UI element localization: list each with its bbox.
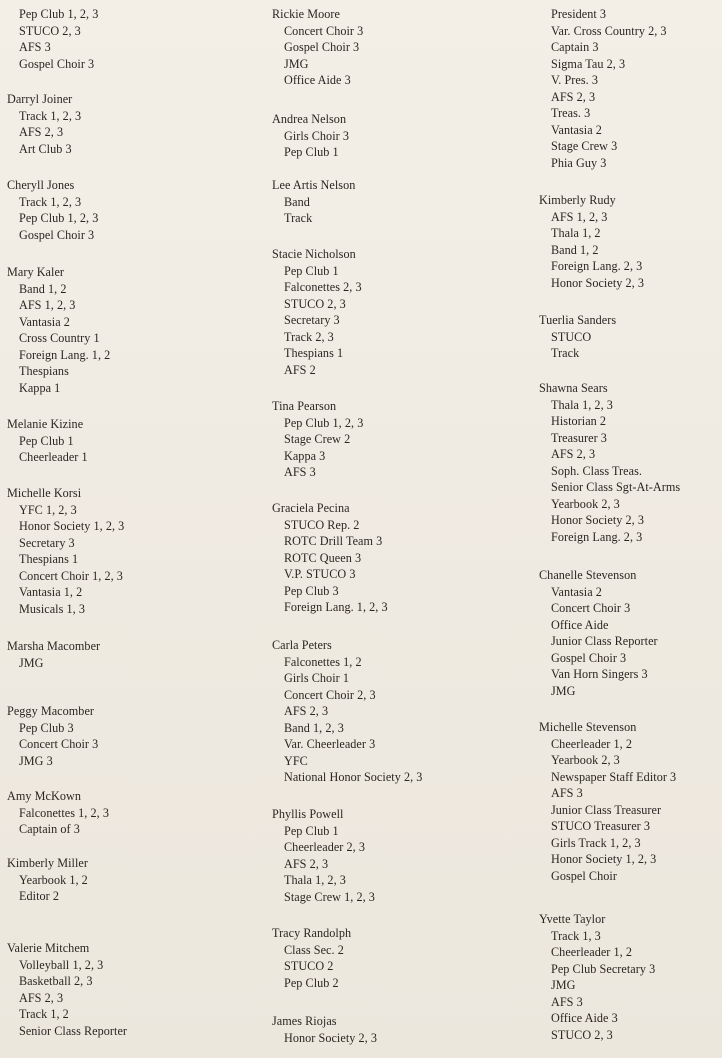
activity-item: AFS 2, 3: [19, 990, 64, 1005]
student-name: Amy McKown: [7, 789, 81, 803]
activity-item: Thala 1, 2: [551, 226, 601, 240]
student-name: Stacie Nicholson: [272, 247, 356, 261]
activity-item: Concert Choir 2, 3: [284, 687, 376, 702]
activity-item: Senior Class Sgt-At-Arms: [551, 480, 681, 494]
student-name: Rickie Moore: [272, 7, 340, 21]
activity-item: Track 1, 2, 3: [19, 194, 82, 209]
activity-item: Band 1, 2: [551, 242, 599, 257]
student-name: Mary Kaler: [7, 265, 65, 279]
activity-item: Pep Club 1, 2, 3: [284, 415, 364, 430]
student-name: Carla Peters: [272, 638, 332, 652]
activity-item: Thespians: [19, 364, 69, 378]
activity-item: Pep Club 2: [284, 975, 339, 990]
activity-item: AFS 1, 2, 3: [551, 209, 608, 224]
activity-item: STUCO Treasurer 3: [551, 819, 651, 833]
activity-item: ROTC Queen 3: [284, 550, 362, 565]
activity-item: Var. Cross Country 2, 3: [551, 23, 667, 38]
student-name: Kimberly Rudy: [539, 193, 616, 207]
activity-item: Secretary 3: [19, 535, 75, 550]
activity-item: JMG: [551, 978, 576, 992]
student-entry: [7, 264, 247, 396]
activity-item: Concert Choir 1, 2, 3: [19, 568, 123, 583]
student-name: Phyllis Powell: [272, 807, 344, 821]
student-entry: [272, 637, 512, 786]
student-name: Chanelle Stevenson: [539, 568, 637, 582]
activity-item: Pep Club Secretary 3: [551, 961, 656, 976]
activity-item: Junior Class Reporter: [551, 634, 658, 648]
activity-item: Track: [284, 211, 313, 225]
activity-item: Stage Crew 3: [551, 139, 618, 153]
student-entry: [7, 788, 247, 838]
activity-item: Girls Track 1, 2, 3: [551, 835, 641, 850]
activity-item: Vantasia 2: [19, 314, 70, 329]
activity-item: Kappa 1: [19, 380, 61, 395]
student-name: Tuerlia Sanders: [539, 313, 617, 327]
activity-item: Basketball 2, 3: [19, 974, 93, 988]
activity-item: ROTC Drill Team 3: [284, 534, 383, 548]
student-entry: [539, 6, 722, 171]
activity-item: STUCO Rep. 2: [284, 517, 360, 532]
activity-item: Yearbook 1, 2: [19, 872, 88, 887]
activity-item: Foreign Lang. 2, 3: [551, 259, 643, 273]
student-name: Michelle Korsi: [7, 486, 82, 500]
student-entry: [7, 177, 247, 243]
activity-item: President 3: [551, 7, 607, 21]
activity-item: V.P. STUCO 3: [284, 567, 356, 581]
activity-item: Class Sec. 2: [284, 942, 344, 957]
student-entry: [539, 312, 722, 362]
student-entry: [272, 806, 512, 905]
activity-item: Cheerleader 1, 2: [551, 945, 632, 959]
student-name: Graciela Pecina: [272, 501, 350, 515]
activity-item: Vantasia 2: [551, 584, 602, 599]
student-entry: [7, 416, 247, 466]
activity-item: Honor Society 2, 3: [284, 1030, 377, 1045]
activity-item: Historian 2: [551, 414, 607, 428]
student-entry: [272, 111, 512, 161]
activity-item: Senior Class Reporter: [19, 1023, 128, 1038]
activity-item: Honor Society 2, 3: [551, 275, 644, 290]
activity-item: AFS 3: [19, 40, 51, 54]
activity-item: Captain of 3: [19, 822, 80, 836]
student-entry: [272, 6, 512, 89]
student-name: Lee Artis Nelson: [272, 178, 356, 192]
student-name: James Riojas: [272, 1014, 337, 1028]
activity-item: STUCO 2, 3: [284, 296, 346, 311]
activity-item: Track 1, 2, 3: [19, 108, 82, 123]
student-entry: [272, 177, 512, 227]
activity-item: Thespians 1: [284, 346, 344, 360]
activity-item: YFC: [284, 753, 308, 768]
activity-item: Honor Society 2, 3: [551, 513, 644, 527]
student-name: Cheryll Jones: [7, 178, 75, 192]
activity-item: AFS 2, 3: [284, 704, 329, 718]
student-entry: [539, 911, 722, 1043]
activity-item: V. Pres. 3: [551, 73, 598, 87]
activity-item: Editor 2: [19, 889, 60, 903]
student-name: Yvette Taylor: [539, 912, 606, 926]
activity-item: Gospel Choir 3: [284, 40, 360, 54]
activity-item: Gospel Choir 3: [19, 56, 95, 71]
activity-item: Stage Crew 2: [284, 432, 351, 446]
activity-item: Cheerleader 1, 2: [551, 736, 632, 751]
activity-item: Honor Society 1, 2, 3: [551, 852, 657, 866]
activity-item: Cross Country 1: [19, 331, 100, 345]
activity-item: Gospel Choir: [551, 868, 617, 883]
activity-item: Kappa 3: [284, 448, 326, 463]
activity-item: Concert Choir 3: [284, 23, 364, 38]
activity-item: Yearbook 2, 3: [551, 753, 620, 767]
activity-item: Yearbook 2, 3: [551, 496, 620, 511]
activity-item: STUCO 2, 3: [19, 23, 81, 38]
activity-item: Band 1, 2, 3: [284, 720, 344, 735]
activity-item: AFS 2, 3: [284, 856, 329, 871]
activity-item: Pep Club 3: [19, 720, 74, 735]
activity-item: Gospel Choir 3: [551, 650, 627, 665]
activity-item: Thala 1, 2, 3: [284, 873, 346, 887]
activity-item: JMG: [19, 655, 44, 670]
student-name: Melanie Kizine: [7, 417, 84, 431]
activity-item: Falconettes 1, 2, 3: [19, 805, 109, 820]
activity-item: Pep Club 1: [284, 263, 339, 278]
activity-item: Pep Club 1: [284, 823, 339, 838]
activity-item: Band: [284, 194, 310, 209]
activity-item: JMG 3: [19, 753, 53, 768]
activity-item: Thala 1, 2, 3: [551, 397, 613, 412]
activity-item: Art Club 3: [19, 141, 72, 156]
activity-item: Foreign Lang. 1, 2, 3: [284, 600, 388, 614]
activity-item: Office Aide: [551, 617, 609, 632]
activity-item: AFS 2, 3: [551, 447, 596, 461]
activity-item: Concert Choir 3: [551, 601, 631, 615]
student-entry: [539, 192, 722, 291]
activity-item: Sigma Tau 2, 3: [551, 56, 626, 71]
activity-item: Newspaper Staff Editor 3: [551, 769, 677, 784]
activity-item: National Honor Society 2, 3: [284, 770, 423, 784]
activity-item: AFS 2, 3: [551, 89, 596, 104]
student-entry: [272, 246, 512, 378]
activity-item: AFS 3: [551, 786, 583, 800]
student-entry: [7, 91, 247, 157]
student-name: Andrea Nelson: [272, 112, 347, 126]
student-name: Peggy Macomber: [7, 704, 95, 718]
student-name: Tracy Randolph: [272, 926, 352, 940]
activity-item: Girls Choir 1: [284, 671, 349, 685]
activity-item: Pep Club 1: [284, 145, 339, 159]
activity-item: Track: [551, 346, 580, 360]
activity-item: Var. Cheerleader 3: [284, 737, 376, 751]
student-entry: [272, 1013, 512, 1046]
activity-item: Track 1, 3: [551, 928, 601, 943]
activity-item: Stage Crew 1, 2, 3: [284, 889, 375, 904]
activity-item: JMG: [551, 683, 576, 698]
activity-item: STUCO 2, 3: [551, 1027, 613, 1042]
student-entry: [272, 398, 512, 481]
student-entry: [7, 703, 247, 769]
activity-item: Pep Club 1: [19, 433, 74, 448]
activity-item: Van Horn Singers 3: [551, 667, 648, 681]
activity-item: Secretary 3: [284, 313, 340, 327]
student-name: Shawna Sears: [539, 381, 608, 395]
activity-item: Girls Choir 3: [284, 128, 349, 143]
activity-item: Track 1, 2: [19, 1007, 69, 1021]
student-entry: [7, 638, 247, 671]
activity-item: Junior Class Treasurer: [551, 802, 662, 817]
activity-item: Cheerleader 1: [19, 450, 88, 464]
activity-item: Pep Club 1, 2, 3: [19, 7, 99, 21]
activity-item: Gospel Choir 3: [19, 227, 95, 242]
activity-item: Office Aide 3: [551, 1011, 618, 1025]
activity-item: Cheerleader 2, 3: [284, 840, 365, 854]
activity-item: JMG: [284, 56, 309, 71]
activity-item: Track 2, 3: [284, 329, 334, 344]
activity-item: AFS 1, 2, 3: [19, 298, 76, 312]
student-entry: [539, 567, 722, 699]
activity-item: Concert Choir 3: [19, 737, 99, 751]
activity-item: Treas. 3: [551, 106, 591, 120]
activity-item: STUCO 2: [284, 959, 334, 973]
student-entry: [272, 925, 512, 991]
student-entry: [7, 940, 247, 1039]
activity-item: Soph. Class Treas.: [551, 463, 642, 478]
activity-item: Foreign Lang. 1, 2: [19, 347, 111, 362]
activity-item: Foreign Lang. 2, 3: [551, 529, 643, 544]
student-entry: [7, 855, 247, 905]
activity-item: Thespians 1: [19, 552, 79, 566]
student-entry: [539, 719, 722, 884]
activity-item: Falconettes 2, 3: [284, 280, 362, 294]
student-name: Darryl Joiner: [7, 92, 73, 106]
activity-item: Pep Club 3: [284, 583, 339, 598]
activity-item: Vantasia 1, 2: [19, 585, 83, 599]
activity-item: AFS 3: [284, 465, 316, 479]
activity-item: Falconettes 1, 2: [284, 654, 362, 669]
activity-item: AFS 2: [284, 362, 316, 377]
activity-item: Treasurer 3: [551, 430, 607, 445]
activity-item: Captain 3: [551, 40, 599, 54]
student-entry: [7, 485, 247, 617]
activity-item: Musicals 1, 3: [19, 601, 85, 616]
activity-item: Volleyball 1, 2, 3: [19, 957, 104, 972]
student-entry: [7, 6, 247, 72]
activity-item: Phia Guy 3: [551, 155, 607, 170]
activity-item: STUCO: [551, 329, 592, 344]
activity-item: AFS 3: [551, 994, 583, 1009]
student-name: Kimberly Miller: [7, 856, 88, 870]
student-name: Marsha Macomber: [7, 639, 101, 653]
activity-item: Office Aide 3: [284, 73, 351, 87]
student-entry: [272, 500, 512, 616]
student-name: Tina Pearson: [272, 399, 337, 413]
activity-item: Band 1, 2: [19, 281, 67, 296]
student-name: Michelle Stevenson: [539, 720, 637, 734]
student-entry: [539, 380, 722, 545]
activity-item: Vantasia 2: [551, 122, 602, 137]
activity-item: YFC 1, 2, 3: [19, 502, 77, 517]
student-name: Valerie Mitchem: [7, 941, 90, 955]
activity-item: AFS 2, 3: [19, 125, 64, 139]
activity-item: Honor Society 1, 2, 3: [19, 519, 125, 533]
activity-item: Pep Club 1, 2, 3: [19, 211, 99, 225]
